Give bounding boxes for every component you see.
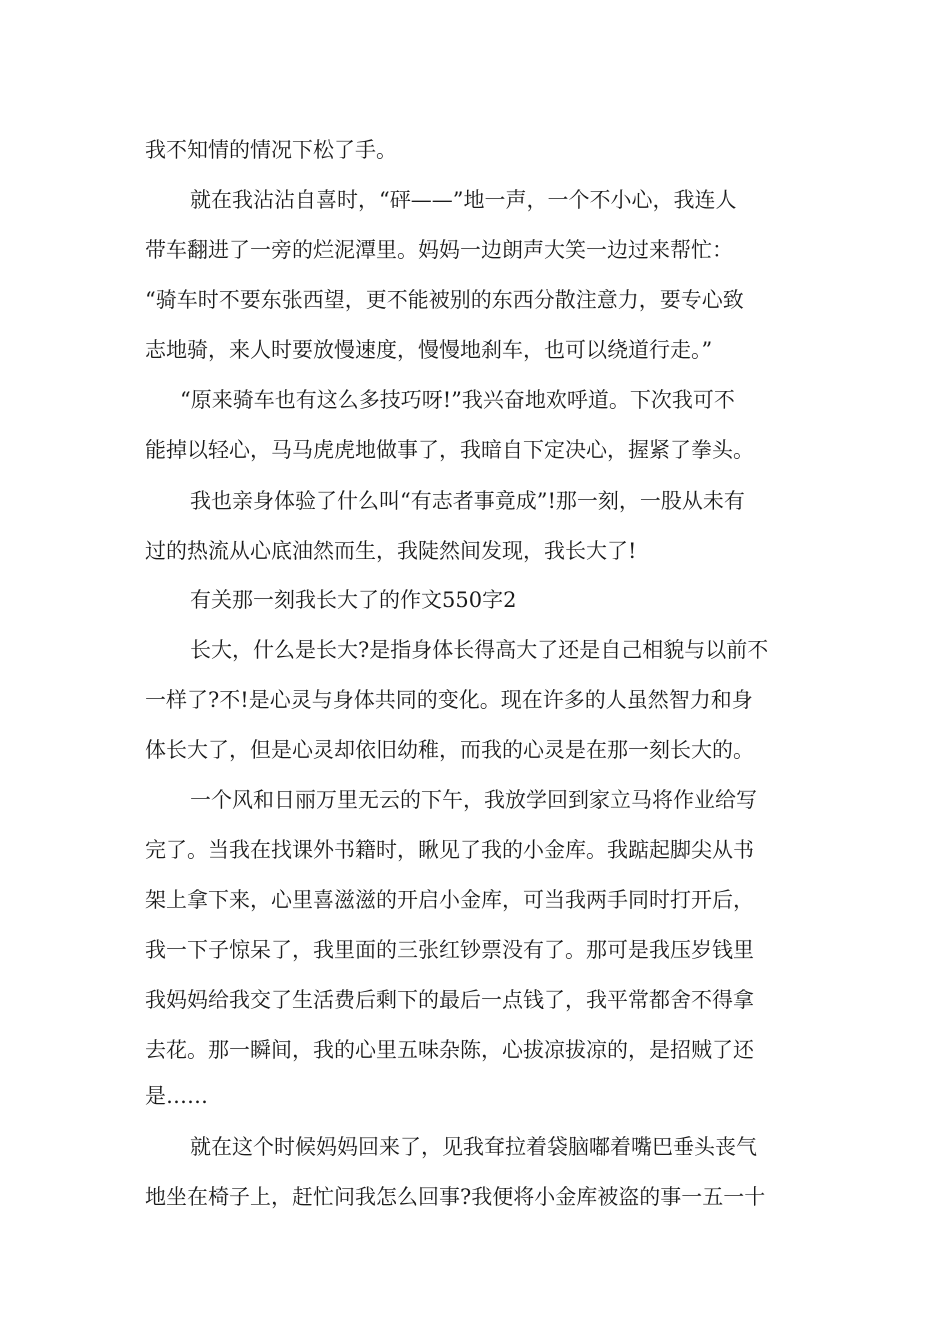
text-line: 体长大了，但是心灵却依旧幼稚，而我的心灵是在那一刻长大的。 [145, 738, 754, 762]
text-line: 一样了?不!是心灵与身体共同的变化。现在许多的人虽然智力和身 [145, 688, 753, 712]
text-line: “骑车时不要东张西望，更不能被别的东西分散注意力，要专心致 [145, 288, 744, 312]
text-line: 就在我沾沾自喜时，“砰——”地一声，一个不小心，我连人 [190, 188, 737, 212]
text-line: 我一下子惊呆了，我里面的三张红钞票没有了。那可是我压岁钱里 [145, 938, 754, 962]
text-line: 我不知情的情况下松了手。 [145, 138, 397, 162]
text-line: 带车翻进了一旁的烂泥潭里。妈妈一边朗声大笑一边过来帮忙： [145, 238, 733, 262]
text-line: 完了。当我在找课外书籍时，瞅见了我的小金库。我踮起脚尖从书 [145, 838, 754, 862]
text-line: “原来骑车也有这么多技巧呀!”我兴奋地欢呼道。下次我可不 [180, 388, 735, 412]
text-line: 过的热流从心底油然而生，我陡然间发现，我长大了! [145, 539, 637, 563]
section-heading: 有关那一刻我长大了的作文550字2 [190, 588, 517, 612]
text-line: 能掉以轻心，马马虎虎地做事了，我暗自下定决心，握紧了拳头。 [145, 438, 754, 462]
text-line: 我妈妈给我交了生活费后剩下的最后一点钱了，我平常都舍不得拿 [145, 988, 754, 1012]
text-line: 就在这个时候妈妈回来了，见我耷拉着袋脑嘟着嘴巴垂头丧气 [190, 1135, 757, 1159]
text-line: 架上拿下来，心里喜滋滋的开启小金库，可当我两手同时打开后， [145, 888, 754, 912]
text-line: 一个风和日丽万里无云的下午，我放学回到家立马将作业给写 [190, 788, 757, 812]
text-line: 志地骑，来人时要放慢速度，慢慢地刹车，也可以绕道行走。” [145, 338, 713, 362]
text-line: 我也亲身体验了什么叫“有志者事竟成”!那一刻，一股从未有 [190, 489, 745, 513]
text-line: 是…… [145, 1084, 208, 1108]
text-line: 长大，什么是长大?是指身体长得高大了还是自己相貌与以前不 [190, 638, 769, 662]
text-line: 地坐在椅子上，赶忙问我怎么回事?我便将小金库被盗的事一五一十 [145, 1185, 766, 1209]
text-line: 去花。那一瞬间，我的心里五味杂陈，心拔凉拔凉的，是招贼了还 [145, 1038, 754, 1062]
